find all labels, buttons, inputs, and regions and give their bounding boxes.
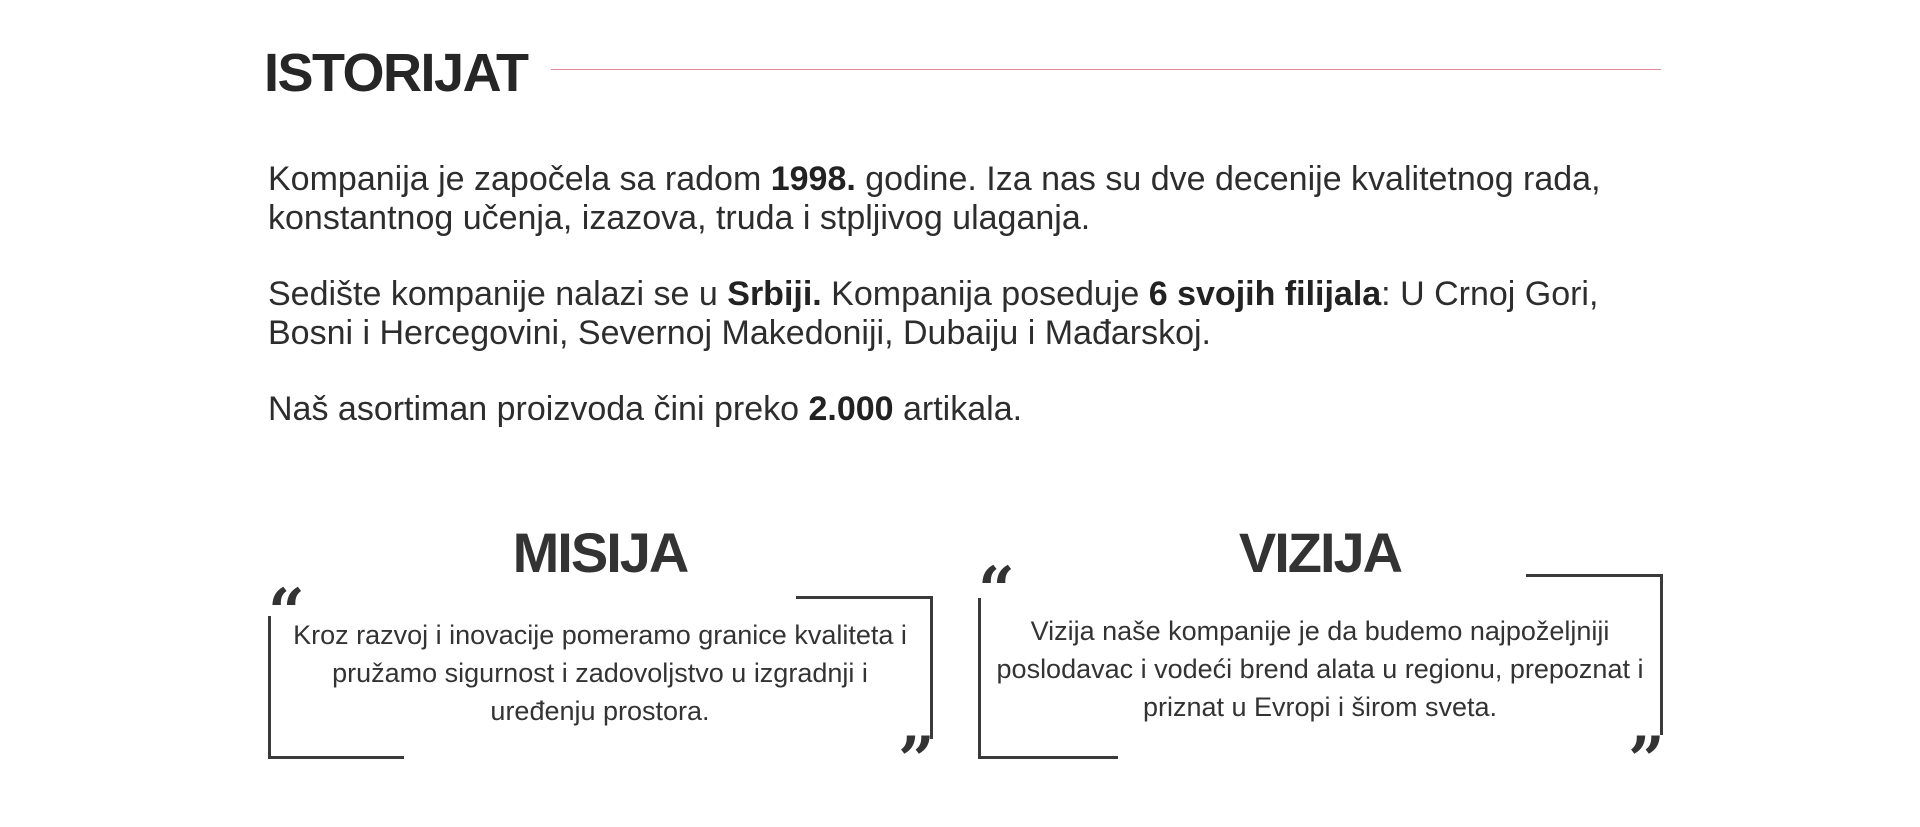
mission-title: MISIJA [512,521,688,584]
open-quote-icon: “ [268,575,305,650]
vision-title: VIZIJA [1238,521,1402,584]
vision-text: Vizija naše kompanije je da budemo najpoželjniji poslodavac i vodeći brend alata u regionu, prepoznat i priznat u Evropi i širom sveta. [996,616,1644,722]
history-text [268,160,1668,466]
close-quote-icon: ” [898,723,935,798]
title-divider [551,69,1661,70]
mission-text: Kroz razvoj i inovacije pomeramo granice kvaliteta i pružamo sigurnost i zadovoljstvo u izgradnji i uređenju prostora. [293,620,907,726]
history-paragraph-3: Naš asortiman proizvoda čini preko 2.000 artikala. [268,390,1023,428]
history-header [264,38,1664,108]
history-title: ISTORIJAT [264,43,528,103]
mission-quote [268,575,935,798]
history-paragraph-1: Kompanija je započela sa radom 1998. godine. Iza nas su dve decenije kvalitetnog rada, konstantnog učenja, izazova, truda i stpljivog ulaganja. [268,160,1601,237]
vision-quote [978,553,1665,798]
history-paragraph-2: Sedište kompanije nalazi se u Srbiji. Kompanija poseduje 6 svojih filijala: U Crnoj Gori, Bosni i Hercegovini, Severnoj Makedoniji, Dubaiju i Mađarskoj. [268,275,1599,352]
close-quote-icon: ” [1628,723,1665,798]
open-quote-icon: “ [978,553,1015,628]
